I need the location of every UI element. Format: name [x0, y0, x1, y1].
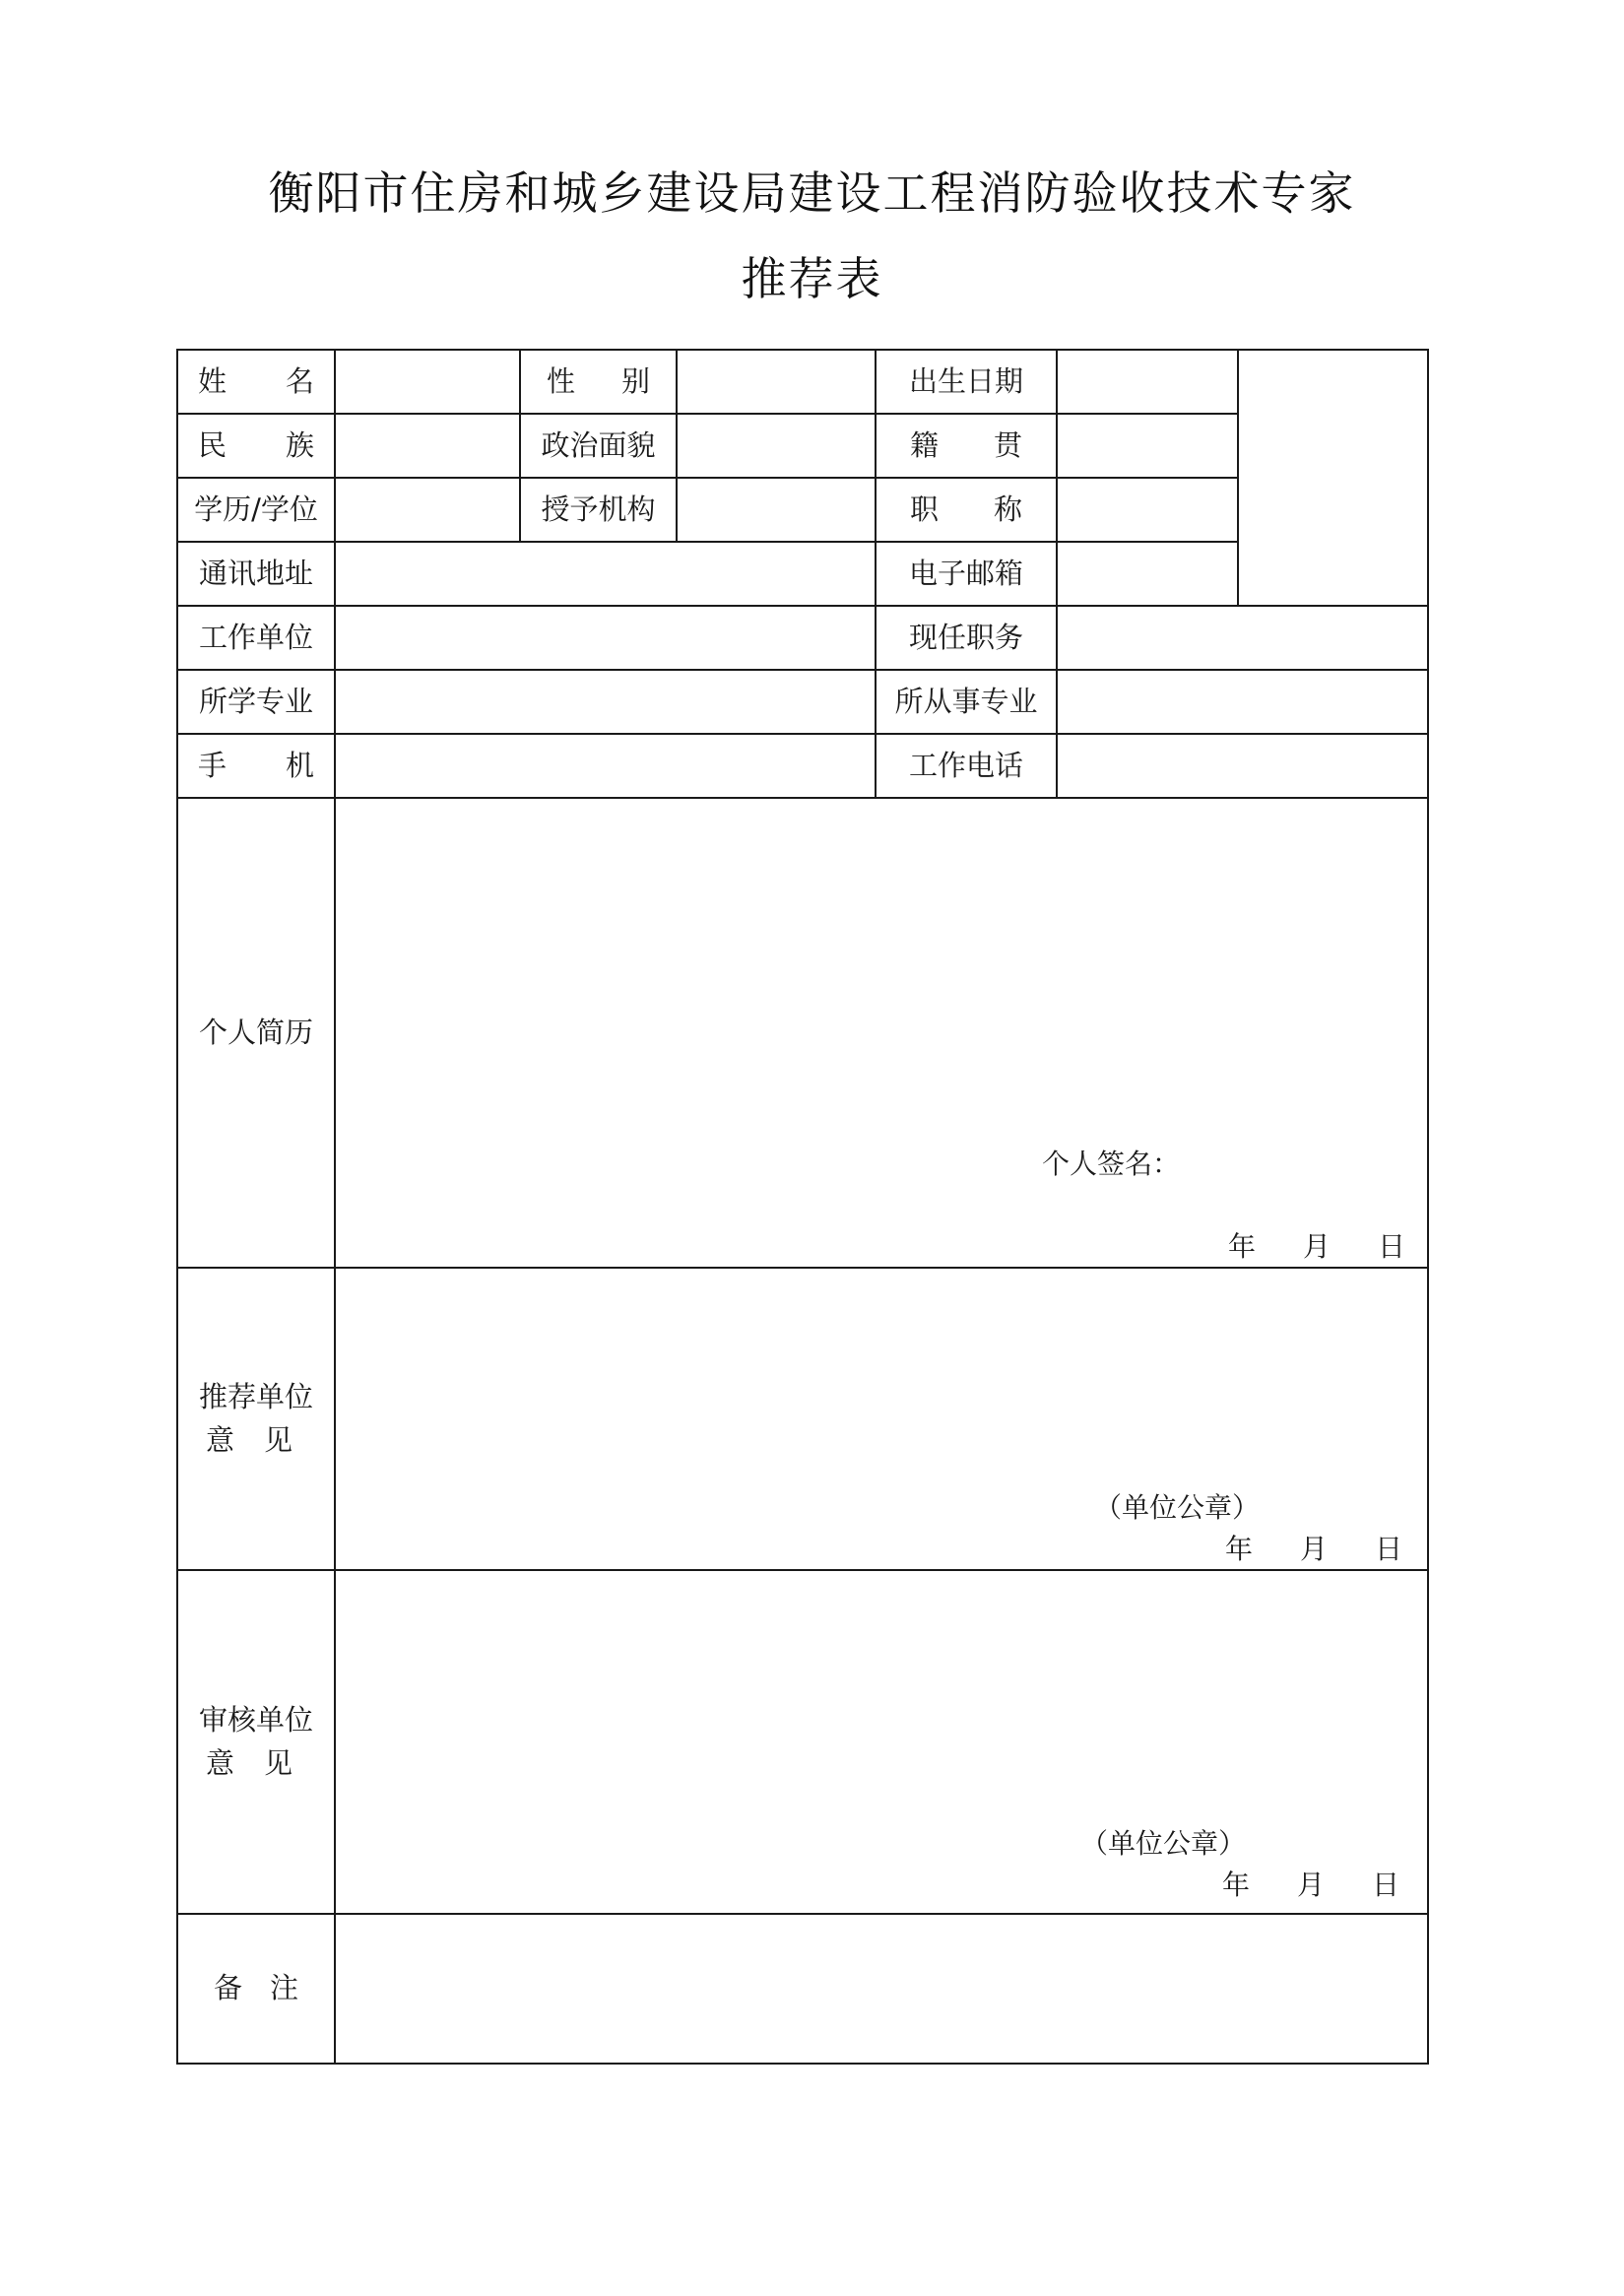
professional-title-value[interactable]	[1057, 478, 1238, 542]
birth-date-label: 出生日期	[876, 350, 1057, 414]
granting-institution-label: 授予机构	[520, 478, 677, 542]
birth-date-value[interactable]	[1057, 350, 1238, 414]
native-place-label: 籍 贯	[876, 414, 1057, 478]
email-label: 电子邮箱	[876, 542, 1057, 606]
work-phone-label: 工作电话	[876, 734, 1057, 798]
email-value[interactable]	[1057, 542, 1238, 606]
mobile-value[interactable]	[335, 734, 876, 798]
resume-label: 个人简历	[177, 798, 335, 1268]
form-subtitle: 推荐表	[741, 252, 883, 305]
row-recommend-opinion	[177, 1268, 1428, 1570]
current-major-value[interactable]	[1057, 670, 1428, 734]
mobile-label: 手 机	[177, 734, 335, 798]
recommendation-form-table	[176, 349, 1429, 2065]
political-status-value[interactable]	[677, 414, 876, 478]
major-label: 所学专业	[177, 670, 335, 734]
row-remarks	[177, 1914, 1428, 2064]
resume-content[interactable]	[335, 798, 1428, 1268]
granting-institution-value[interactable]	[677, 478, 876, 542]
review-date: 年 月 日	[1222, 1869, 1400, 1901]
recommend-content[interactable]	[335, 1268, 1428, 1570]
row-employer	[177, 606, 1428, 670]
recommend-label: 推荐单位 意见	[177, 1268, 335, 1570]
name-value[interactable]	[335, 350, 520, 414]
remarks-content[interactable]	[335, 1914, 1428, 2064]
employer-value[interactable]	[335, 606, 876, 670]
position-label: 现任职务	[876, 606, 1057, 670]
recommend-date: 年 月 日	[1225, 1533, 1403, 1565]
current-major-label: 所从事专业	[876, 670, 1057, 734]
resume-date: 年 月 日	[1228, 1230, 1406, 1263]
address-label: 通讯地址	[177, 542, 335, 606]
row-major	[177, 670, 1428, 734]
review-seal-label: （单位公章）	[1080, 1827, 1247, 1860]
professional-title-label: 职 称	[876, 478, 1057, 542]
position-value[interactable]	[1057, 606, 1428, 670]
row-name	[177, 350, 1428, 414]
signature-label: 个人签名：	[1042, 1148, 1181, 1180]
education-label: 学历/学位	[177, 478, 335, 542]
recommend-seal-label: （单位公章）	[1094, 1491, 1261, 1524]
row-mobile	[177, 734, 1428, 798]
ethnicity-label: 民 族	[177, 414, 335, 478]
gender-label: 性 别	[520, 350, 677, 414]
ethnicity-value[interactable]	[335, 414, 520, 478]
address-value[interactable]	[335, 542, 876, 606]
photo-area[interactable]	[1238, 350, 1428, 606]
review-content[interactable]	[335, 1570, 1428, 1914]
form-title: 衡阳市住房和城乡建设局建设工程消防验收技术专家	[268, 166, 1356, 220]
major-value[interactable]	[335, 670, 876, 734]
work-phone-value[interactable]	[1057, 734, 1428, 798]
education-value[interactable]	[335, 478, 520, 542]
row-resume	[177, 798, 1428, 1268]
employer-label: 工作单位	[177, 606, 335, 670]
political-status-label: 政治面貌	[520, 414, 677, 478]
native-place-value[interactable]	[1057, 414, 1238, 478]
review-label: 审核单位 意见	[177, 1570, 335, 1914]
remarks-label: 备 注	[177, 1914, 335, 2064]
gender-value[interactable]	[677, 350, 876, 414]
name-label: 姓 名	[177, 350, 335, 414]
row-review-opinion	[177, 1570, 1428, 1914]
